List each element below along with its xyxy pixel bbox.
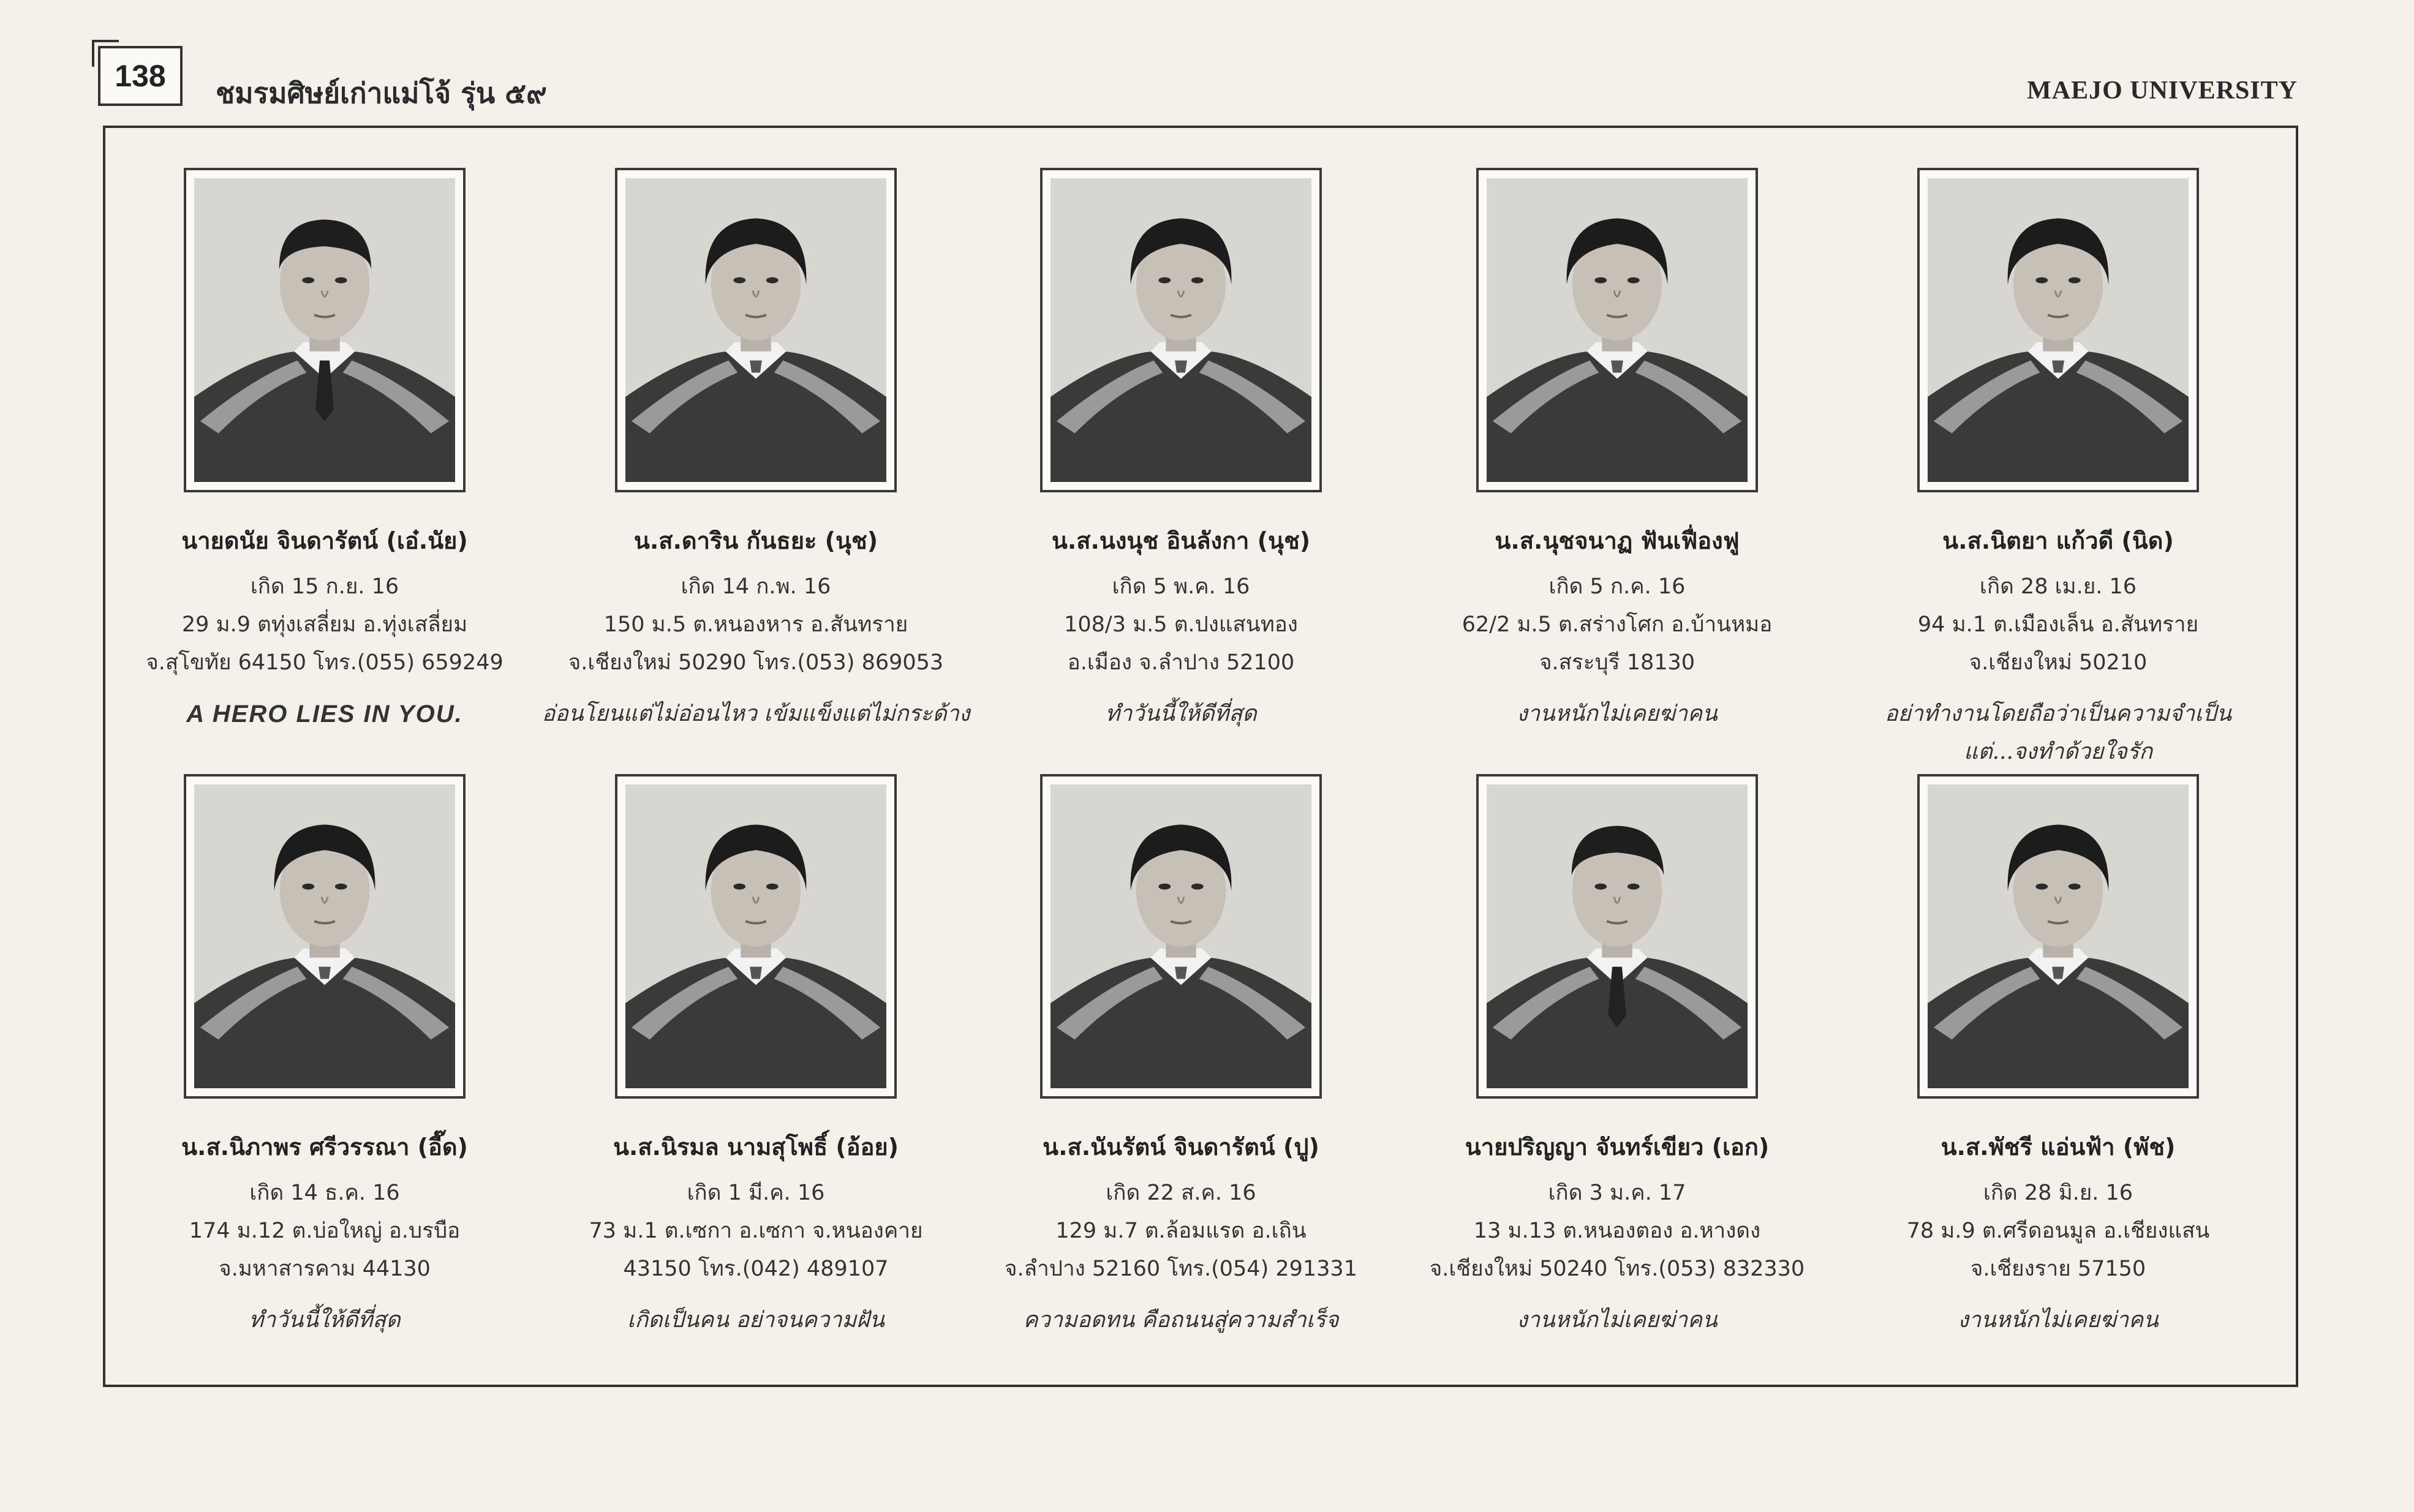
birth-date: เกิด 15 ก.ย. 16 — [250, 574, 399, 599]
graduate-card — [537, 774, 975, 1339]
address-line-2: อ.เมือง จ.ลำปาง 52100 — [1067, 650, 1295, 675]
address-line-2: จ.มหาสารคาม 44130 — [219, 1257, 431, 1281]
portrait-frame — [184, 774, 466, 1099]
address-line-1: 174 ม.12 ต.บ่อใหญ่ อ.บรบือ — [189, 1219, 461, 1243]
motto: อย่าทำงานโดยถือว่าเป็นความจำเป็น — [1884, 701, 2231, 726]
portrait-image — [1928, 178, 2189, 482]
address-line-2: จ.เชียงราย 57150 — [1970, 1257, 2146, 1281]
page-header-title: ชมรมศิษย์เก่าแม่โจ้ รุ่น ๕๙ — [216, 77, 547, 110]
portrait-image — [625, 784, 886, 1088]
graduate-card — [105, 168, 544, 733]
address-line-2: จ.สุโขทัย 64150 โทร.(055) 659249 — [146, 650, 504, 675]
graduate-name: น.ส.พัชรี แอ่นฟ้า (พัช) — [1941, 1134, 2176, 1160]
address-line-1: 129 ม.7 ต.ล้อมแรด อ.เถิน — [1055, 1219, 1307, 1243]
address-line-2: จ.เชียงใหม่ 50290 โทร.(053) 869053 — [568, 650, 944, 675]
address-line-2: จ.เชียงใหม่ 50210 — [1969, 650, 2148, 675]
graduate-name: น.ส.ดาริน กันธยะ (นุช) — [633, 527, 878, 554]
motto-continued: แต่...จงทำด้วยใจรัก — [1963, 739, 2153, 764]
address-line-2: จ.เชียงใหม่ 50240 โทร.(053) 832330 — [1429, 1257, 1805, 1281]
graduate-name: น.ส.นงนุช อินลังกา (นุช) — [1051, 527, 1311, 554]
graduate-card — [1398, 774, 1836, 1339]
portrait-image — [1050, 178, 1311, 482]
motto: งานหนักไม่เคยฆ่าคน — [1958, 1307, 2159, 1333]
motto: ทำวันนี้ให้ดีที่สุด — [249, 1307, 401, 1333]
motto: งานหนักไม่เคยฆ่าคน — [1517, 701, 1718, 726]
university-name: MAEJO UNIVERSITY — [2027, 77, 2298, 105]
birth-date: เกิด 14 ธ.ค. 16 — [249, 1181, 400, 1205]
address-line-1: 62/2 ม.5 ต.สร่างโศก อ.บ้านหมอ — [1462, 612, 1773, 637]
portrait-frame — [615, 774, 897, 1099]
birth-date: เกิด 5 พ.ค. 16 — [1112, 574, 1250, 599]
portrait-frame — [1917, 774, 2199, 1099]
graduate-name: นายปริญญา จันทร์เขียว (เอก) — [1465, 1134, 1770, 1160]
portrait-image — [1050, 784, 1311, 1088]
portrait-image — [1928, 784, 2189, 1088]
graduate-name: นายดนัย จินดารัตน์ (เอ๋.นัย) — [181, 527, 468, 554]
address-line-1: 150 ม.5 ต.หนองหาร อ.สันทราย — [603, 612, 908, 637]
address-line-2: 43150 โทร.(042) 489107 — [623, 1257, 889, 1281]
portrait-image — [194, 178, 455, 482]
address-line-1: 13 ม.13 ต.หนองตอง อ.หางดง — [1473, 1219, 1761, 1243]
graduate-card — [105, 774, 544, 1339]
birth-date: เกิด 5 ก.ค. 16 — [1548, 574, 1686, 599]
address-line-2: จ.สระบุรี 18130 — [1539, 650, 1695, 675]
page-number: 138 — [98, 46, 183, 106]
graduate-card — [962, 774, 1400, 1339]
address-line-1: 78 ม.9 ต.ศรีดอนมูล อ.เชียงแสน — [1906, 1219, 2210, 1243]
address-line-2: จ.ลำปาง 52160 โทร.(054) 291331 — [1005, 1257, 1357, 1281]
birth-date: เกิด 3 ม.ค. 17 — [1548, 1181, 1686, 1205]
birth-date: เกิด 22 ส.ค. 16 — [1106, 1181, 1256, 1205]
address-line-1: 73 ม.1 ต.เซกา อ.เซกา จ.หนองคาย — [589, 1219, 923, 1243]
portrait-image — [1487, 178, 1748, 482]
birth-date: เกิด 14 ก.พ. 16 — [681, 574, 831, 599]
portrait-frame — [1917, 168, 2199, 492]
portrait-frame — [1476, 774, 1758, 1099]
portrait-frame — [184, 168, 466, 492]
graduate-name: น.ส.นิรมล นามสุโพธิ์ (อ้อย) — [613, 1134, 899, 1160]
graduate-card — [1398, 168, 1836, 733]
graduate-name: น.ส.นิภาพร ศรีวรรณา (อี๊ด) — [181, 1134, 468, 1160]
birth-date: เกิด 28 เม.ย. 16 — [1979, 574, 2137, 599]
portrait-image — [1487, 784, 1748, 1088]
graduates-frame — [103, 126, 2298, 1387]
address-line-1: 108/3 ม.5 ต.ปงแสนทอง — [1064, 612, 1298, 637]
motto: เกิดเป็นคน อย่าจนความฝัน — [627, 1307, 885, 1333]
address-line-1: 29 ม.9 ตทุ่งเสลี่ยม อ.ทุ่งเสลี่ยม — [181, 612, 468, 637]
portrait-frame — [1476, 168, 1758, 492]
portrait-frame — [1040, 774, 1322, 1099]
portrait-frame — [615, 168, 897, 492]
motto: ทำวันนี้ให้ดีที่สุด — [1105, 701, 1257, 726]
portrait-image — [194, 784, 455, 1088]
motto: A HERO LIES IN YOU. — [186, 701, 463, 728]
graduate-card — [537, 168, 975, 733]
graduate-name: น.ส.นิตยา แก้วดี (นิด) — [1942, 527, 2174, 554]
portrait-image — [625, 178, 886, 482]
birth-date: เกิด 28 มิ.ย. 16 — [1983, 1181, 2133, 1205]
graduate-card — [1839, 168, 2277, 771]
address-line-1: 94 ม.1 ต.เมืองเล็น อ.สันทราย — [1917, 612, 2199, 637]
graduate-name: น.ส.นุชจนาฏ ฟันเฟื่องฟู — [1495, 527, 1740, 554]
motto: งานหนักไม่เคยฆ่าคน — [1517, 1307, 1718, 1333]
graduate-card — [1839, 774, 2277, 1339]
motto: อ่อนโยนแต่ไม่อ่อนไหว เข้มแข็งแต่ไม่กระด้าง — [541, 701, 970, 726]
graduate-name: น.ส.นันรัตน์ จินดารัตน์ (ปู) — [1043, 1134, 1319, 1160]
birth-date: เกิด 1 มี.ค. 16 — [687, 1181, 825, 1205]
graduate-card — [962, 168, 1400, 733]
portrait-frame — [1040, 168, 1322, 492]
motto: ความอดทน คือถนนสู่ความสำเร็จ — [1023, 1307, 1339, 1333]
